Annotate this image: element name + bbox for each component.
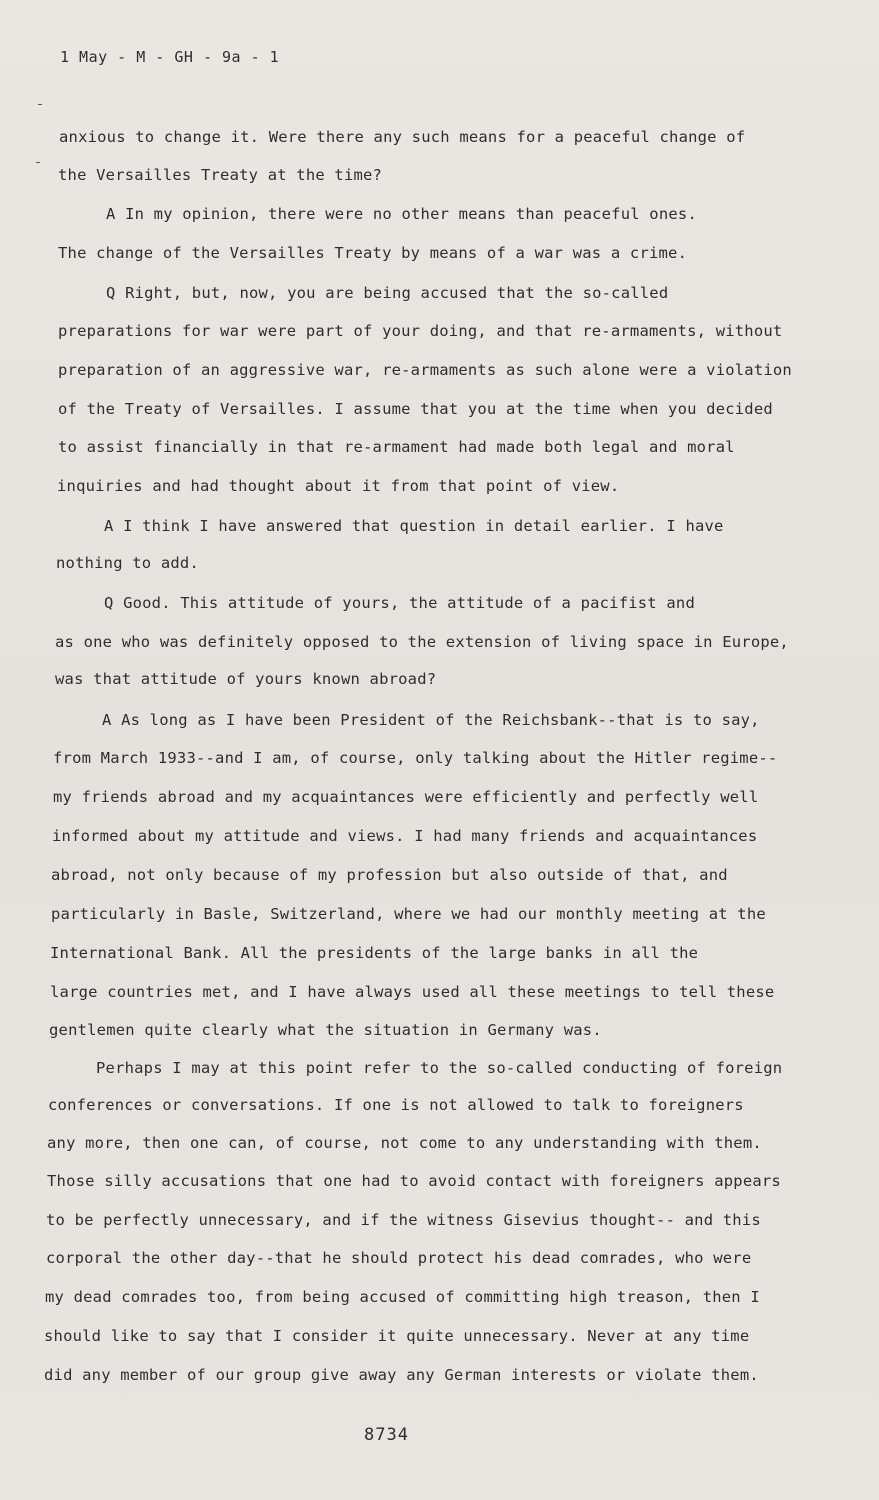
margin-tick — [38, 104, 42, 105]
transcript-line: Perhaps I may at this point refer to the so-called conducting of foreign — [96, 1059, 783, 1077]
transcript-line: any more, then one can, of course, not come to any understanding with them. — [47, 1134, 762, 1152]
transcript-line: my dead comrades too, from being accused of committing high treason, then I — [45, 1288, 760, 1306]
transcript-line: preparation of an aggressive war, re-armaments as such alone were a violation — [58, 361, 792, 379]
transcript-line: from March 1933--and I am, of course, only talking about the Hitler regime-- — [53, 749, 778, 767]
transcript-line: preparations for war were part of your doing, and that re-armaments, without — [58, 322, 783, 340]
transcript-line: inquiries and had thought about it from that point of view. — [57, 477, 620, 495]
transcript-line: Those silly accusations that one had to avoid contact with foreigners appears — [47, 1172, 781, 1190]
transcript-line: Q Good. This attitude of yours, the attitude of a pacifist and — [104, 594, 695, 612]
transcript-line: nothing to add. — [56, 554, 199, 572]
transcript-line: corporal the other day--that he should protect his dead comrades, who were — [46, 1249, 752, 1267]
margin-tick — [36, 162, 40, 163]
transcript-line: A In my opinion, there were no other means than peaceful ones. — [106, 205, 697, 223]
transcript-line: Q Right, but, now, you are being accused that the so-called — [106, 284, 669, 302]
transcript-line: abroad, not only because of my profession but also outside of that, and — [51, 866, 728, 884]
transcript-line: particularly in Basle, Switzerland, where we had our monthly meeting at the — [51, 905, 766, 923]
transcript-line: A I think I have answered that question in detail earlier. I have — [104, 517, 724, 535]
transcript-line: International Bank. All the presidents of the large banks in all the — [50, 944, 699, 962]
transcript-line: to assist financially in that re-armament had made both legal and moral — [58, 438, 735, 456]
transcript-line: gentlemen quite clearly what the situation in Germany was. — [49, 1021, 602, 1039]
transcript-line: my friends abroad and my acquaintances were efficiently and perfectly well — [53, 788, 759, 806]
transcript-line: large countries met, and I have always used all these meetings to tell these — [50, 983, 775, 1001]
transcript-line: as one who was definitely opposed to the extension of living space in Europe, — [55, 633, 789, 651]
page-number: 8734 — [364, 1425, 409, 1445]
transcript-line: should like to say that I consider it quite unnecessary. Never at any time — [44, 1327, 750, 1345]
transcript-line: of the Treaty of Versailles. I assume that you at the time when you decided — [58, 400, 773, 418]
transcript-line: The change of the Versailles Treaty by means of a war was a crime. — [58, 244, 688, 262]
transcript-line: did any member of our group give away any German interests or violate them. — [44, 1366, 759, 1384]
transcript-line: to be perfectly unnecessary, and if the witness Gisevius thought-- and this — [46, 1211, 761, 1229]
transcript-line: anxious to change it. Were there any such means for a peaceful change of — [59, 128, 746, 146]
transcript-line: the Versailles Treaty at the time? — [58, 166, 383, 184]
document-header: 1 May - M - GH - 9a - 1 — [60, 48, 280, 66]
transcript-line: conferences or conversations. If one is not allowed to talk to foreigners — [48, 1096, 744, 1114]
transcript-line: was that attitude of yours known abroad? — [55, 670, 437, 688]
transcript-line: A As long as I have been President of the Reichsbank--that is to say, — [102, 711, 760, 729]
transcript-line: informed about my attitude and views. I had many friends and acquaintances — [52, 827, 758, 845]
